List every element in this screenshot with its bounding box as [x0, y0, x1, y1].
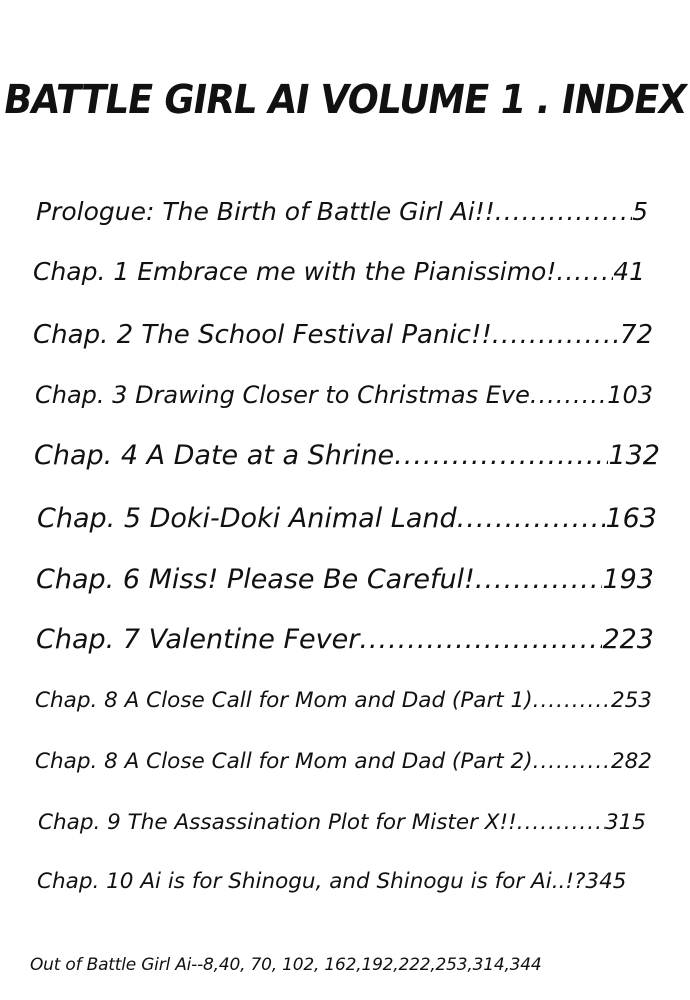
toc-entry-chapter-1	[33, 257, 645, 286]
entry-title: Chap. 10 Ai is for Shinogu, and Shinogu is for Ai..!?	[37, 869, 586, 894]
dot-leader	[495, 197, 632, 226]
page-title: BATTLE GIRL AI VOLUME 1 . INDEX	[0, 76, 690, 123]
footnote-page-list: Out of Battle Girl Ai--8,40, 70, 102, 162,192,222,253,314,344	[30, 955, 542, 975]
entry-title: Chap. 6 Miss! Please Be Careful!	[36, 564, 475, 595]
entry-page: 223	[602, 624, 654, 655]
entry-title: Chap. 7 Valentine Fever	[36, 624, 360, 655]
dot-leader	[533, 749, 611, 774]
entry-title: Chap. 8 A Close Call for Mom and Dad (Part 2)	[35, 749, 533, 774]
entry-title: Chap. 2 The School Festival Panic!!	[33, 320, 492, 350]
entry-title: Chap. 8 A Close Call for Mom and Dad (Part 1)	[35, 688, 533, 713]
entry-page: 345	[585, 869, 627, 894]
dot-leader	[492, 320, 620, 350]
entry-title: Chap. 5 Doki-Doki Animal Land	[37, 503, 457, 534]
entry-title: Chap. 1 Embrace me with the Pianissimo!	[33, 257, 557, 286]
entry-page: 282	[610, 749, 652, 774]
entry-page: 132	[608, 440, 660, 471]
entry-title: Chap. 4 A Date at a Shrine	[34, 440, 395, 471]
toc-entry-chapter-10	[37, 869, 678, 894]
toc-entry-chapter-9	[38, 810, 646, 835]
entry-page: 253	[610, 688, 652, 713]
entry-title: Chap. 9 The Assassination Plot for Mister X!!	[38, 810, 517, 835]
dot-leader	[533, 688, 611, 713]
entry-title: Prologue: The Birth of Battle Girl Ai!!	[36, 197, 495, 226]
toc-entry-chapter-2	[33, 320, 653, 350]
entry-page: 41	[613, 257, 645, 286]
dot-leader	[475, 564, 603, 595]
dot-leader	[359, 624, 602, 655]
toc-entry-chapter-7	[36, 624, 654, 655]
toc-entry-prologue	[36, 197, 648, 226]
toc-entry-chapter-6	[36, 564, 654, 595]
toc-entry-chapter-8-part-1	[35, 688, 652, 713]
toc-entry-chapter-5	[37, 503, 657, 534]
toc-entry-chapter-3	[35, 381, 653, 409]
toc-entry-chapter-8-part-2	[35, 749, 652, 774]
dot-leader	[394, 440, 608, 471]
entry-page: 5	[632, 197, 648, 226]
entry-page: 72	[619, 320, 653, 350]
dot-leader	[457, 503, 606, 534]
dot-leader	[530, 381, 607, 409]
entry-page: 163	[605, 503, 657, 534]
entry-page: 193	[602, 564, 654, 595]
toc-entry-chapter-4	[34, 440, 660, 471]
entry-title: Chap. 3 Drawing Closer to Christmas Eve	[35, 381, 530, 409]
entry-page: 103	[607, 381, 653, 409]
dot-leader	[556, 257, 613, 286]
dot-leader	[517, 810, 605, 835]
entry-page: 315	[604, 810, 646, 835]
